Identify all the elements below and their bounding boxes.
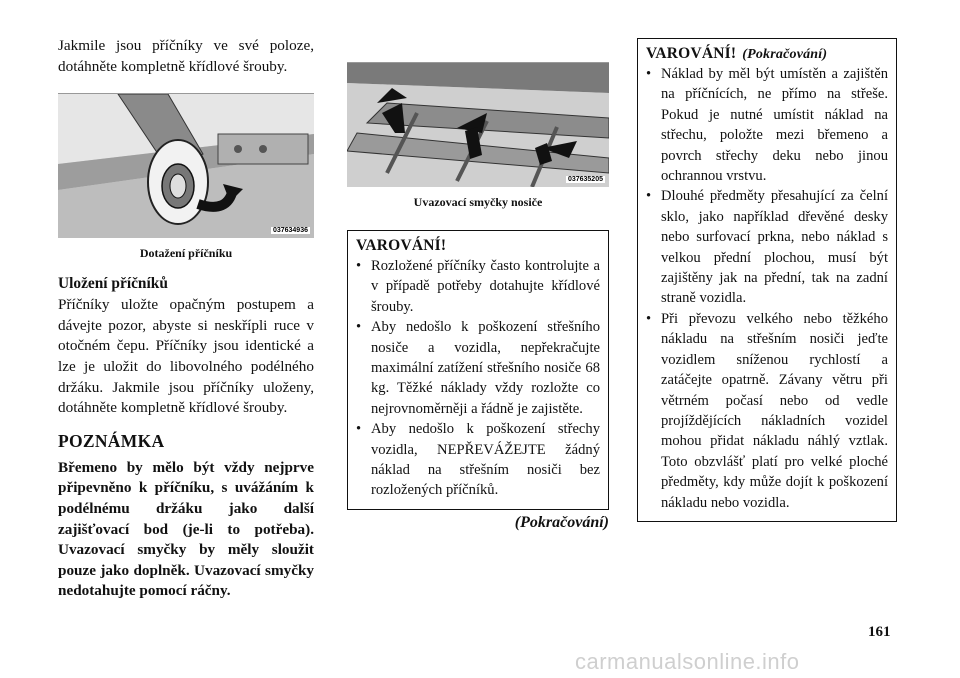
watermark: carmanualsonline.info	[575, 649, 800, 674]
section-paragraph: Příčníky uložte opačným postupem a dávejte pozor, abyste si neskřípli ruce v otočném čepu. Příčníky jsou identické a lze je uložit do libovolného podélného držáku. Jakmile jsou příčníky uloženy, dotáhněte kompletně křídlové šrouby.	[58, 296, 314, 417]
warning-item: • Náklad by měl být umístěn a zajištěn na příčnících, ne přímo na střeše. Pokud je nutné umístit náklad na střechu, položte mezi břemeno a povrch střechy deku nebo jinou ochrannou vrstvu.	[646, 66, 888, 185]
continued-label: (Pokračování)	[514, 513, 609, 531]
bullet-icon: •	[356, 421, 362, 438]
warning-box	[347, 230, 609, 510]
warning-item: • Aby nedošlo k poškození střechy vozidla, NEPŘEVÁŽEJTE žádný náklad na střešním nosiči bez rozložených příčníků.	[356, 421, 600, 499]
warning-item: • Dlouhé předměty přesahující za čelní sklo, jako například dřevěné desky nebo surfovací prkna, nebo náklad s velkou přední plochou, musí být zajištěny jak na přední, tak na zadní straně vozidla.	[646, 188, 888, 307]
figure-caption: Dotažení příčníku	[139, 246, 233, 261]
bullet-icon: •	[646, 66, 652, 82]
warning-item: • Aby nedošlo k poškození střešního nosiče a vozidla, nepřekračujte maximální zatížení střešního nosiče 68 kg. Těžké náklady vždy rozložte co nejrovnoměrněji a řádně je zajistěte.	[356, 319, 600, 417]
tie-down-illustration	[347, 63, 609, 187]
note-paragraph: Břemeno by mělo být vždy nejprve připevněno k příčníku, s uvážáním k podélnému držáku jako další zajišťovací bod (je-li to potřeba). Uvazovací smyčky by měly sloužit pouze jako doplněk. Uvazovací smyčky nedotahujte pomocí ráčny.	[58, 458, 314, 600]
warning-title: VAROVÁNÍ! (Pokračování)	[646, 45, 828, 62]
column-middle	[347, 0, 609, 532]
warning-item: • Při převozu velkého nebo těžkého nákladu na střešním nosiči jeďte vozidlem sníženou rychlostí a zatáčejte opatrně. Závany větru při větrném počasí nebo od vedle projíždějících nákladních vozidel mohou přidat nákladu náhlý vztlak. Toto obzvlášť platí pro velké ploché předměty, kdy může dojít k poškození nákladu nebo vozidla.	[646, 310, 888, 511]
bullet-icon: •	[646, 310, 652, 327]
intro-paragraph: Jakmile jsou příčníky ve své poloze, dotáhněte kompletně křídlové šrouby.	[58, 37, 314, 75]
crossbar-tightening-figure	[58, 93, 314, 238]
bullet-icon: •	[356, 319, 362, 336]
figure-caption: Uvazovací smyčky nosiče	[413, 195, 543, 209]
page-number: 161	[868, 624, 891, 640]
warning-list	[646, 64, 888, 513]
bullet-icon: •	[646, 188, 652, 205]
section-heading: Uložení příčníků	[58, 275, 168, 293]
warning-title: VAROVÁNÍ!	[356, 237, 447, 254]
note-heading: POZNÁMKA	[58, 430, 165, 451]
column-left	[58, 0, 314, 602]
figure-id: 037635205	[567, 176, 603, 183]
warning-item: • Rozložené příčníky často kontrolujte a v případě potřeby dotahujte křídlové šrouby.	[356, 258, 600, 315]
bullet-icon: •	[356, 258, 362, 274]
warning-continued-label: (Pokračování)	[742, 47, 828, 62]
crossbar-illustration	[58, 94, 314, 238]
warning-box-continued	[637, 38, 897, 522]
column-right	[637, 0, 897, 522]
warning-list	[356, 256, 600, 501]
tie-down-loops-figure	[347, 62, 609, 187]
figure-id: 037634936	[272, 227, 308, 235]
